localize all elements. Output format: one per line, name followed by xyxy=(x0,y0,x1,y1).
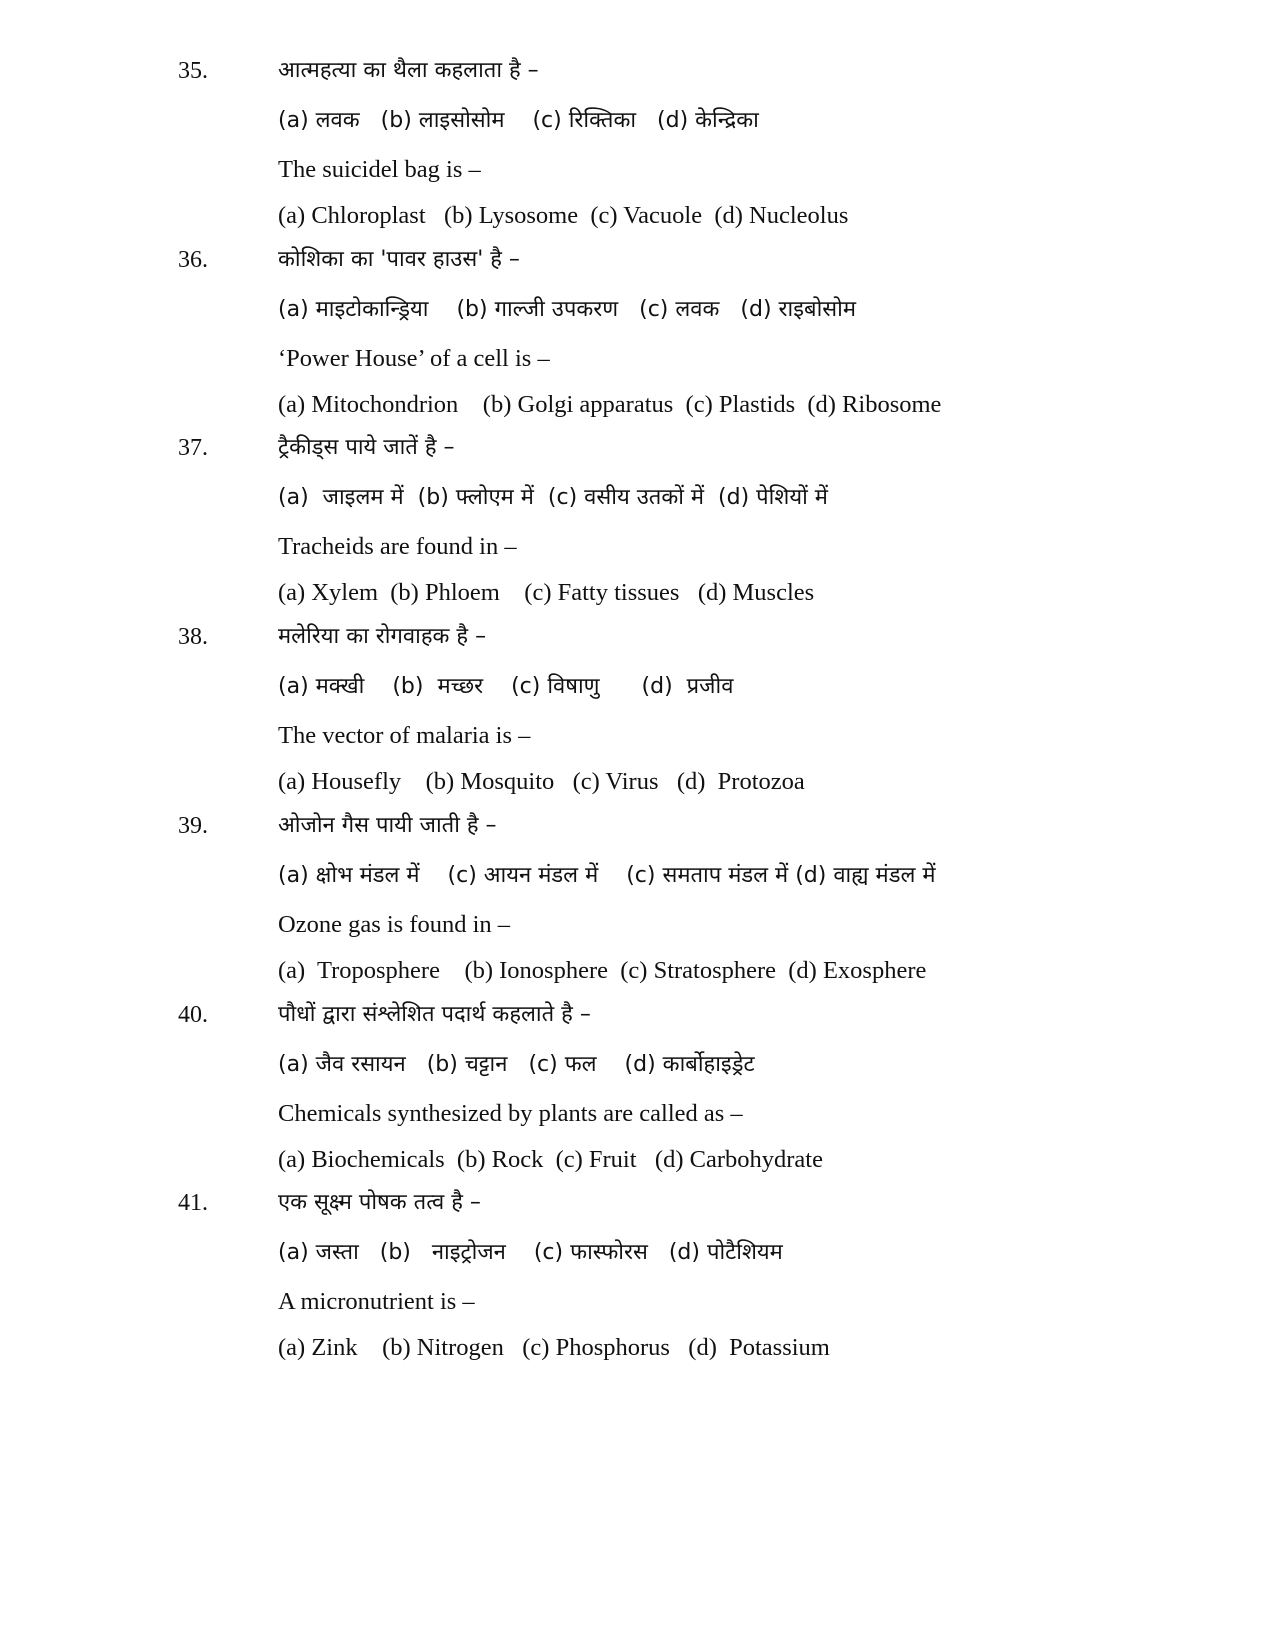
english-options: (a) Biochemicals (b) Rock (c) Fruit (d) Carbohydrate xyxy=(278,1146,823,1173)
hindi-question: ओजोन गैस पायी जाती है – xyxy=(278,813,497,838)
hindi-question: ट्रैकीड्स पाये जातें है – xyxy=(278,435,455,460)
question-number: 38. xyxy=(178,624,208,650)
english-question: Chemicals synthesized by plants are called as – xyxy=(278,1100,743,1127)
english-options: (a) Troposphere (b) Ionosphere (c) Stratosphere (d) Exosphere xyxy=(278,957,927,984)
question-number: 36. xyxy=(178,247,208,273)
hindi-options: (a) लवक (b) लाइसोसोम (c) रिक्तिका (d) केन्द्रिका xyxy=(278,108,759,133)
question-number: 35. xyxy=(178,58,208,84)
english-options: (a) Xylem (b) Phloem (c) Fatty tissues (d) Muscles xyxy=(278,579,815,606)
hindi-options: (a) माइटोकान्ड्रिया (b) गाल्जी उपकरण (c) लवक (d) राइबोसोम xyxy=(278,297,857,322)
english-question: The suicidel bag is – xyxy=(278,156,481,183)
hindi-options: (a) क्षोभ मंडल में (c) आयन मंडल में (c) समताप मंडल में (d) वाह्य मंडल में xyxy=(278,863,936,888)
question-number: 39. xyxy=(178,813,208,839)
english-question: Tracheids are found in – xyxy=(278,533,517,560)
question-number: 37. xyxy=(178,435,208,461)
english-options: (a) Chloroplast (b) Lysosome (c) Vacuole (d) Nucleolus xyxy=(278,202,849,229)
hindi-question: आत्महत्या का थैला कहलाता है – xyxy=(278,58,539,83)
english-question: A micronutrient is – xyxy=(278,1288,475,1315)
hindi-options: (a) जाइलम में (b) फ्लोएम में (c) वसीय उतकों में (d) पेशियों में xyxy=(278,485,828,510)
hindi-question: मलेरिया का रोगवाहक है – xyxy=(278,624,487,649)
english-options: (a) Zink (b) Nitrogen (c) Phosphorus (d) Potassium xyxy=(278,1334,830,1361)
hindi-question: पौधों द्वारा संश्लेशित पदार्थ कहलाते है – xyxy=(278,1002,591,1027)
question-number: 40. xyxy=(178,1002,208,1028)
english-options: (a) Housefly (b) Mosquito (c) Virus (d) Protozoa xyxy=(278,768,805,795)
hindi-options: (a) जस्ता (b) नाइट्रोजन (c) फास्फोरस (d) पोटैशियम xyxy=(278,1240,783,1265)
english-question: ‘Power House’ of a cell is – xyxy=(278,345,550,372)
english-question: Ozone gas is found in – xyxy=(278,911,511,938)
hindi-options: (a) जैव रसायन (b) चट्टान (c) फल (d) कार्बोहाइड्रेट xyxy=(278,1052,755,1077)
english-options: (a) Mitochondrion (b) Golgi apparatus (c) Plastids (d) Ribosome xyxy=(278,391,942,418)
english-question: The vector of malaria is – xyxy=(278,722,531,749)
hindi-question: एक सूक्ष्म पोषक तत्व है – xyxy=(278,1190,481,1215)
hindi-options: (a) मक्खी (b) मच्छर (c) विषाणु (d) प्रजीव xyxy=(278,674,734,699)
hindi-question: कोशिका का 'पावर हाउस' है – xyxy=(278,247,520,272)
question-number: 41. xyxy=(178,1190,208,1216)
